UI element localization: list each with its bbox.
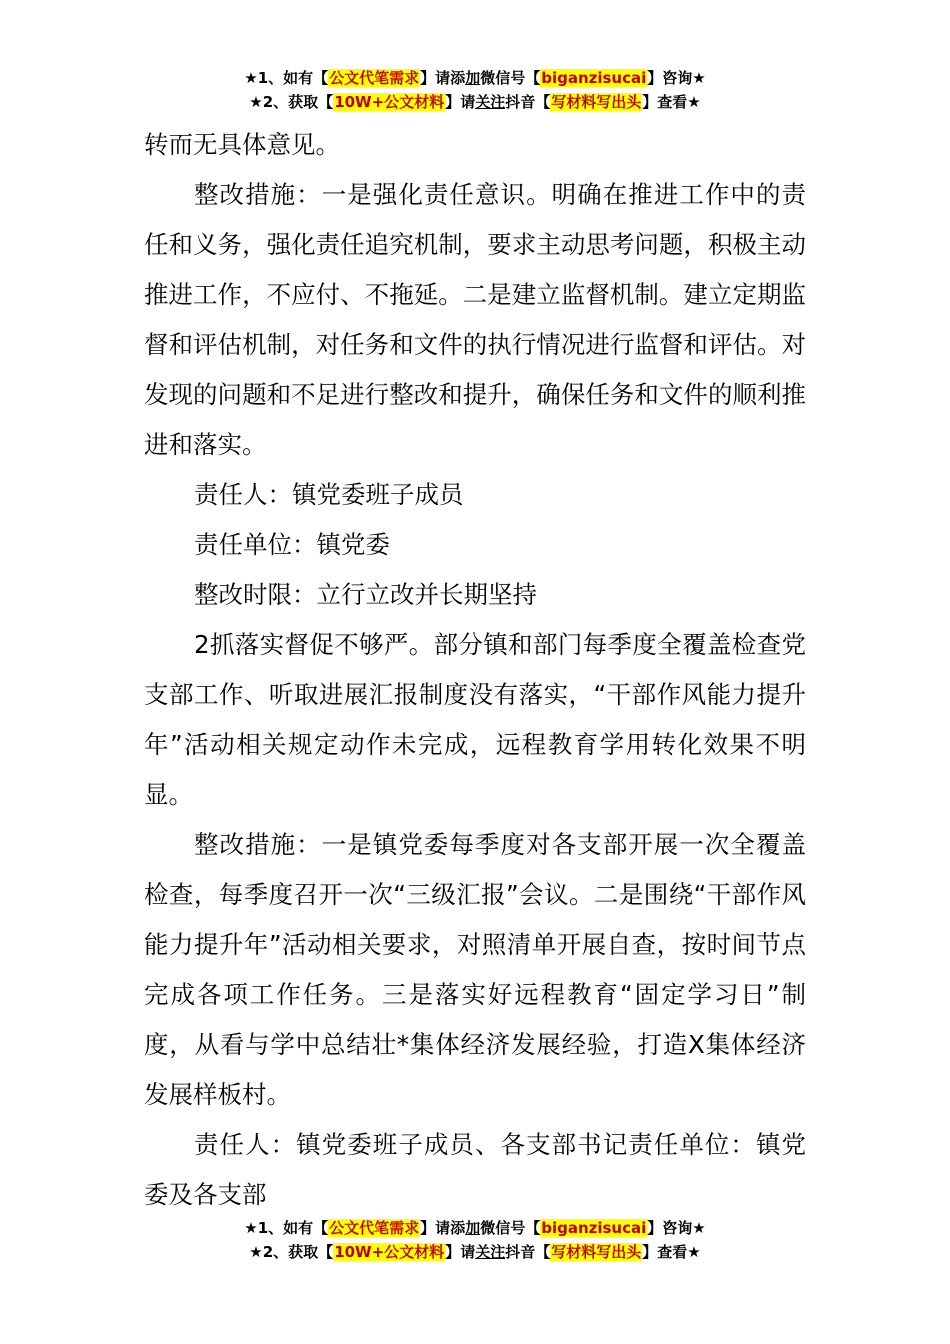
banner-highlight-wechat: biganzisucai <box>541 69 647 87</box>
banner-highlight-wechat: biganzisucai <box>541 1219 647 1237</box>
paragraph: 责任单位：镇党委 <box>194 530 390 559</box>
paragraph: 责任人：镇党委班子成员 <box>194 480 464 509</box>
document-body <box>144 120 806 1220</box>
banner-highlight-douyin: 写材料写出头 <box>551 1243 642 1261</box>
paragraph: 整改措施：一是镇党委每季度对各支部开展一次全覆盖检查，每季度召开一次“三级汇报”会议。二是围绕“干部作风能力提升年”活动相关要求，对照清单开展自查，按时间节点完成各项工作任务。三是落实好远程教育“固定学习日”制度，从看与学中总结壮*集体经济发展经验，打造X集体经济发展样板村。 <box>144 830 806 1109</box>
paragraph: 责任人：镇党委班子成员、各支部书记责任单位：镇党委及各支部 <box>144 1130 806 1209</box>
banner-line-2: ★2、获取【10W+公文材料】请关注抖音【写材料写出头】查看★ <box>249 1243 701 1261</box>
banner-line-1: ★1、如有【公文代笔需求】请添加微信号【biganzisucai】咨询★ <box>244 69 706 87</box>
banner-highlight: 公文代笔需求 <box>329 1219 420 1237</box>
banner-highlight: 10W+公文材料 <box>334 1243 445 1261</box>
paragraph: 整改时限：立行立改并长期坚持 <box>194 580 537 609</box>
banner-highlight: 10W+公文材料 <box>334 93 445 111</box>
paragraph: 2抓落实督促不够严。部分镇和部门每季度全覆盖检查党支部工作、听取进展汇报制度没有落实，“干部作风能力提升年”活动相关规定动作未完成，远程教育学用转化效果不明显。 <box>144 630 806 809</box>
banner-line-1: ★1、如有【公文代笔需求】请添加微信号【biganzisucai】咨询★ <box>244 1219 706 1237</box>
paragraph: 转而无具体意见。 <box>144 130 340 159</box>
banner-highlight-douyin: 写材料写出头 <box>551 93 642 111</box>
header-banner <box>0 66 950 114</box>
banner-line-2: ★2、获取【10W+公文材料】请关注抖音【写材料写出头】查看★ <box>249 93 701 111</box>
banner-highlight: 公文代笔需求 <box>329 69 420 87</box>
paragraph: 整改措施：一是强化责任意识。明确在推进工作中的责任和义务，强化责任追究机制，要求主动思考问题，积极主动推进工作，不应付、不拖延。二是建立监督机制。建立定期监督和评估机制，对任务和文件的执行情况进行监督和评估。对发现的问题和不足进行整改和提升，确保任务和文件的顺利推进和落实。 <box>144 180 806 459</box>
footer-banner <box>0 1216 950 1264</box>
